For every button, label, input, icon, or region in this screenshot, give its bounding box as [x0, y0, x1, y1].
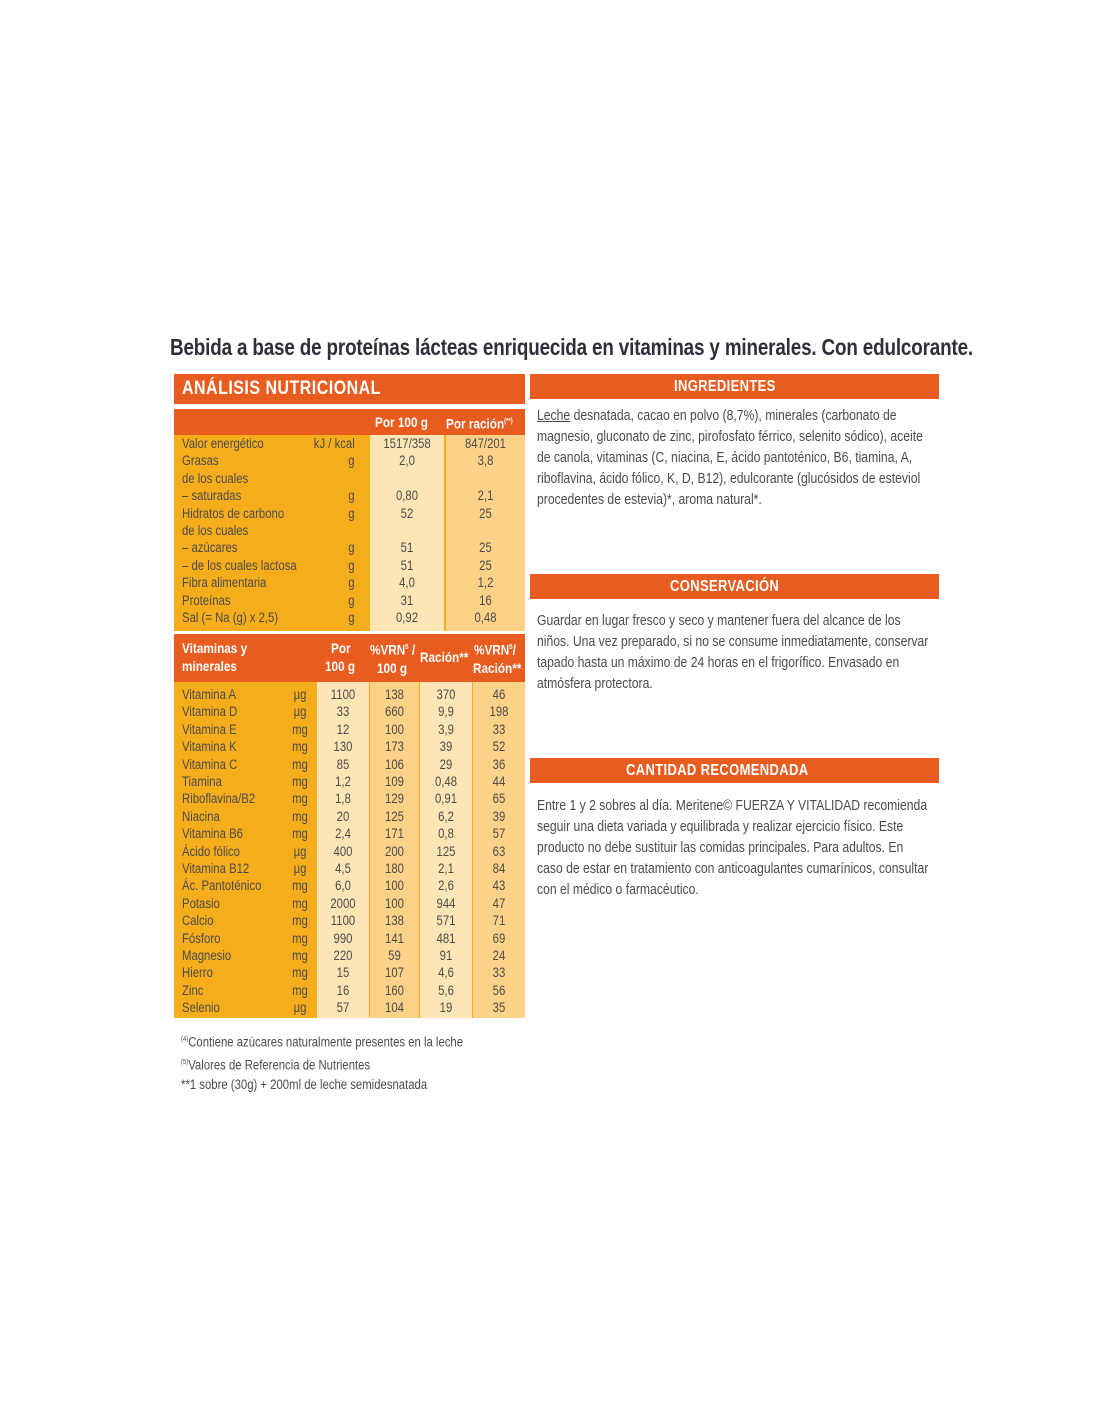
vitamin-vrn-100g: 106 — [385, 756, 404, 772]
vitamin-serving: 944 — [436, 895, 456, 911]
vitamin-per-100g: 220 — [333, 948, 353, 963]
nutrient-per-100g: 31 — [400, 592, 414, 608]
vitamin-vrn-serving: 52 — [492, 739, 506, 755]
vitamin-vrn-100g: 59 — [388, 948, 401, 963]
nutrient-label: Sal (= Na (g) x 2,5) — [182, 610, 279, 625]
vitamin-per-100g: 990 — [333, 930, 353, 946]
nutrient-label: Grasas — [182, 453, 219, 469]
vitamin-vrn-100g: 141 — [385, 930, 404, 946]
vitamin-unit: mg — [292, 791, 308, 807]
footnote-3: **1 sobre (30g) + 200ml de leche semidesnatada — [181, 1077, 428, 1092]
nutrient-per-100g: 51 — [400, 557, 414, 573]
vitamin-vrn-serving: 198 — [489, 704, 509, 720]
vitamin-serving: 19 — [439, 1000, 453, 1016]
nutrient-unit: g — [348, 540, 355, 556]
recommended-body: Entre 1 y 2 sobres al día. Meritene© FUERZA Y VITALIDAD recomienda seguir una dieta variada y equilibrada y realizar ejercicio físico. Este producto no debe sustituir las comidas principales. Para adultos. En caso de estar en tratamiento con anticoagulantes cumarínicos, consultar con el médico o farmacéutico. — [537, 798, 929, 898]
vitamin-vrn-serving: 36 — [492, 756, 506, 772]
vitamin-per-100g: 16 — [336, 982, 350, 998]
vitamin-serving: 91 — [439, 948, 453, 963]
ingredients-header — [530, 374, 939, 399]
vitamin-per-100g: 15 — [336, 965, 350, 981]
vitamin-per-100g: 85 — [336, 756, 350, 772]
vitamin-per-100g: 1,8 — [335, 791, 351, 807]
vitamin-per-100g: 20 — [336, 808, 350, 824]
vitamin-serving: 0,91 — [434, 791, 458, 807]
vitamin-per-100g: 1,2 — [335, 774, 351, 789]
vitamin-serving: 571 — [436, 913, 456, 929]
header-vrn-serving-l1: %VRN — [474, 641, 510, 658]
vitamin-serving: 0,48 — [434, 774, 458, 789]
vitamin-vrn-serving: 39 — [492, 808, 506, 824]
vitamin-vrn-serving: 33 — [492, 721, 506, 737]
vitamin-unit: mg — [292, 756, 308, 772]
conservation-text — [537, 611, 1007, 695]
vitamin-label: Vitamina E — [182, 721, 237, 737]
vitamin-label: Selenio — [182, 1000, 220, 1016]
vitamin-row — [174, 912, 525, 929]
footnote-1-sup: (4) — [181, 1036, 189, 1043]
vitamin-unit: mg — [292, 965, 308, 981]
vitamin-label: Potasio — [182, 895, 220, 911]
vitamin-unit: mg — [292, 930, 308, 946]
header-per-serving — [446, 409, 525, 435]
vitamin-label: Niacina — [182, 808, 220, 824]
nutrient-unit: g — [348, 592, 355, 608]
nutrient-unit: g — [348, 453, 355, 469]
vitamin-serving: 0,8 — [438, 826, 454, 842]
vitamin-per-100g: 57 — [336, 1000, 350, 1016]
header-vrn-100g-l2: 100 g — [376, 659, 407, 676]
footnotes — [181, 1030, 517, 1095]
nutrient-per-serving: 0,48 — [474, 610, 497, 625]
nutrient-label: Valor energético — [182, 436, 264, 451]
nutrient-per-serving: 16 — [479, 592, 492, 608]
page-headline: Bebida a base de proteínas lácteas enriquecida en vitaminas y minerales. Con edulcorante. — [170, 334, 973, 360]
nutrient-per-100g: 2,0 — [399, 453, 415, 469]
header-vrn-100g-l1: %VRN — [370, 641, 406, 658]
vitamins-table-body — [174, 682, 525, 1018]
nutrient-unit: g — [348, 610, 355, 625]
nutrient-per-100g: 1517/358 — [383, 436, 431, 451]
nutrient-per-100g: 52 — [400, 505, 414, 521]
nutrition-title-text: ANÁLISIS NUTRICIONAL — [182, 378, 381, 399]
header-vrn-serving-l2: Ración** — [473, 659, 522, 676]
vitamin-vrn-serving: 43 — [492, 878, 506, 894]
vitamins-table-header — [174, 634, 525, 682]
vitamin-serving: 9,9 — [438, 704, 454, 720]
vitamin-per-100g: 33 — [336, 704, 350, 720]
vitamin-unit: mg — [292, 739, 308, 755]
vitamin-per-100g: 130 — [333, 739, 353, 755]
vitamin-serving: 2,6 — [438, 878, 454, 894]
nutrition-panel — [174, 374, 525, 1018]
vitamin-vrn-100g: 138 — [385, 687, 404, 702]
vitamin-vrn-100g: 173 — [385, 739, 404, 755]
nutrient-per-serving: 847/201 — [464, 436, 507, 451]
vitamin-per-100g: 400 — [333, 843, 353, 859]
header-serving-text: Ración** — [420, 649, 469, 665]
vitamin-vrn-serving: 35 — [492, 1000, 506, 1016]
vitamin-vrn-serving: 84 — [492, 861, 506, 876]
footnote-2-sup: (5) — [181, 1058, 189, 1066]
vitamin-label: Calcio — [182, 913, 214, 929]
vitamin-unit: mg — [292, 721, 308, 737]
vitamin-serving: 6,2 — [438, 808, 454, 824]
vitamins-title-line2: minerales — [182, 658, 237, 674]
nutrient-unit: g — [348, 575, 355, 591]
vitamin-label: Tiamina — [182, 774, 222, 789]
nutrient-per-serving: 25 — [479, 505, 492, 521]
header-per-100g-text: Por 100 g — [375, 414, 429, 430]
vitamin-row — [174, 686, 525, 703]
header-vrn-serving-l1-end: / — [512, 641, 516, 658]
vitamin-per-100g: 6,0 — [335, 878, 351, 894]
vitamin-row — [174, 895, 525, 912]
vitamin-row — [174, 721, 525, 738]
nutrition-row — [174, 522, 525, 539]
vitamin-vrn-serving: 71 — [492, 913, 506, 929]
vitamin-unit: mg — [292, 982, 308, 998]
vitamin-row — [174, 790, 525, 807]
nutrient-per-serving: 3,8 — [477, 453, 494, 469]
header-vit-per-100g-l1: Por — [331, 640, 351, 656]
nutrient-per-serving: 25 — [479, 540, 492, 556]
vitamin-label: Vitamina C — [182, 756, 238, 772]
vitamin-unit: mg — [292, 774, 308, 789]
nutrition-table-header — [174, 409, 525, 435]
nutrient-label: Fibra alimentaria — [182, 575, 267, 591]
footnote-1-text: Contiene azúcares naturalmente presentes en la leche — [188, 1034, 464, 1050]
nutrition-row — [174, 452, 525, 469]
vitamin-row — [174, 703, 525, 720]
header-vit-per-100g-l2: 100 g — [325, 658, 356, 674]
vitamin-row — [174, 930, 525, 947]
nutrient-per-serving: 1,2 — [477, 575, 494, 591]
vitamin-vrn-serving: 65 — [492, 791, 506, 807]
vitamin-serving: 39 — [439, 739, 453, 755]
vitamin-label: Ác. Pantoténico — [182, 878, 262, 894]
vitamin-unit: µg — [293, 687, 307, 702]
vitamin-vrn-serving: 46 — [492, 687, 506, 702]
header-vrn-100g-l1-end: / — [408, 641, 416, 658]
vitamin-serving: 2,1 — [438, 861, 454, 876]
header-per-100g — [370, 409, 444, 435]
vitamin-vrn-serving: 44 — [492, 774, 506, 789]
header-per-serving-text: Por ración — [446, 415, 505, 432]
header-vit-per-100g — [317, 639, 369, 675]
nutrient-unit: g — [348, 488, 355, 504]
recommended-title: CANTIDAD RECOMENDADA — [625, 762, 809, 779]
vitamin-unit: mg — [292, 948, 308, 963]
nutrition-row — [174, 435, 525, 452]
vitamin-vrn-serving: 33 — [492, 965, 506, 981]
vitamin-serving: 3,9 — [438, 721, 454, 737]
header-vrn-100g — [370, 639, 419, 677]
vitamin-vrn-100g: 180 — [385, 861, 404, 876]
recommended-text — [537, 796, 1007, 901]
vitamin-per-100g: 1100 — [330, 913, 356, 929]
vitamin-vrn-100g: 109 — [385, 774, 404, 789]
nutrition-row — [174, 574, 525, 591]
vitamin-vrn-100g: 138 — [385, 913, 404, 929]
vitamin-label: Zinc — [182, 982, 204, 998]
nutrition-row — [174, 557, 525, 574]
header-per-serving-sup: (**) — [504, 418, 513, 425]
vitamin-serving: 4,6 — [438, 965, 454, 981]
vitamin-label: Hierro — [182, 965, 213, 981]
vitamin-vrn-100g: 160 — [385, 982, 404, 998]
vitamin-row — [174, 756, 525, 773]
vitamin-vrn-serving: 69 — [492, 930, 506, 946]
vitamin-vrn-serving: 63 — [492, 843, 506, 859]
vitamin-row — [174, 877, 525, 894]
nutrient-per-serving: 2,1 — [477, 488, 494, 504]
vitamin-per-100g: 1100 — [330, 687, 356, 702]
vitamin-row — [174, 947, 525, 964]
nutrition-title — [174, 374, 525, 404]
vitamin-unit: µg — [293, 1000, 307, 1016]
vitamin-label: Vitamina A — [182, 687, 237, 702]
vitamin-vrn-100g: 129 — [385, 791, 404, 807]
vitamin-label: Vitamina K — [182, 739, 237, 755]
vitamin-vrn-serving: 57 — [492, 826, 506, 842]
nutrient-per-100g: 4,0 — [399, 575, 415, 591]
vitamin-row — [174, 738, 525, 755]
vitamin-vrn-serving: 24 — [492, 948, 506, 963]
vitamin-serving: 481 — [436, 930, 456, 946]
header-vrn-serving-sup: 5 — [509, 644, 513, 651]
vitamin-per-100g: 2,4 — [335, 826, 351, 842]
nutrient-per-serving: 25 — [479, 557, 492, 573]
vitamin-row — [174, 843, 525, 860]
ingredients-body: desnatada, cacao en polvo (8,7%), minerales (carbonato de magnesio, gluconato de zinc, pirofosfato férrico, selenito sódico), aceite de canola, vitaminas (C, niacina, E, ácido pantoténico, B6, tiamina, A, riboflavina, ácido fólico, K, D, B12), edulcorante (glucósidos de esteviol procedentes de estevia)*, aroma natural*. — [537, 408, 923, 508]
conservation-header — [530, 574, 939, 599]
nutrient-per-100g: 0,92 — [395, 610, 419, 625]
nutrient-per-100g: 0,80 — [395, 488, 419, 504]
recommended-header — [530, 758, 939, 783]
vitamin-label: Vitamina D — [182, 704, 238, 720]
conservation-body: Guardar en lugar fresco y seco y mantener fuera del alcance de los niños. Una vez preparado, si no se consume inmediatamente, conservar tapado hasta un máximo de 24 horas en el frigorífico. Envasado en atmósfera protectora. — [537, 613, 929, 692]
vitamin-vrn-100g: 660 — [385, 704, 404, 720]
nutrition-row — [174, 505, 525, 522]
nutrition-row — [174, 609, 525, 626]
nutrition-row — [174, 470, 525, 487]
vitamin-row — [174, 825, 525, 842]
vitamin-label: Ácido fólico — [182, 843, 240, 859]
nutrient-unit: g — [348, 557, 355, 573]
nutrient-label: – azúcares — [182, 540, 238, 556]
vitamin-serving: 370 — [436, 687, 456, 702]
vitamin-label: Vitamina B6 — [182, 826, 243, 842]
ingredients-first-word: Leche — [537, 408, 571, 424]
vitamin-vrn-serving: 47 — [492, 895, 506, 911]
vitamin-label: Fósforo — [182, 930, 221, 946]
vitamin-per-100g: 2000 — [330, 895, 356, 911]
footnote-2 — [181, 1053, 370, 1076]
conservation-title: CONSERVACIÓN — [669, 578, 779, 595]
vitamin-unit: mg — [292, 826, 308, 842]
vitamin-unit: mg — [292, 913, 308, 929]
vitamin-unit: µg — [293, 843, 307, 859]
nutrient-label: – de los cuales lactosa — [182, 557, 297, 573]
vitamins-title-line1: Vitaminas y — [182, 640, 248, 656]
vitamin-row — [174, 808, 525, 825]
header-vrn-serving — [473, 639, 525, 677]
vitamin-per-100g: 12 — [336, 721, 350, 737]
ingredients-title: INGREDIENTES — [673, 378, 776, 395]
nutrition-row — [174, 539, 525, 556]
footnote-2-text: Valores de Referencia de Nutrientes — [188, 1057, 371, 1072]
vitamin-unit: µg — [293, 704, 307, 720]
nutrient-label: Hidratos de carbono — [182, 505, 285, 521]
vitamin-unit: mg — [292, 808, 308, 824]
vitamin-row — [174, 964, 525, 981]
vitamin-vrn-100g: 171 — [385, 826, 404, 842]
vitamins-title — [182, 639, 260, 675]
vitamin-row — [174, 999, 525, 1016]
nutrient-label: Proteínas — [182, 592, 231, 608]
ingredients-text — [537, 406, 1007, 511]
vitamin-unit: mg — [292, 878, 308, 894]
vitamin-row — [174, 860, 525, 877]
nutrition-row — [174, 487, 525, 504]
vitamin-vrn-100g: 100 — [385, 721, 404, 737]
nutrient-label: de los cuales — [182, 470, 249, 486]
nutrient-unit: g — [348, 505, 355, 521]
vitamin-vrn-100g: 104 — [385, 1000, 404, 1016]
footnote-1 — [181, 1030, 463, 1053]
nutrition-table-body — [174, 435, 525, 631]
vitamin-per-100g: 4,5 — [335, 861, 351, 876]
header-vrn-100g-sup: 5 — [405, 644, 409, 651]
vitamin-vrn-100g: 107 — [385, 965, 404, 981]
vitamin-serving: 29 — [439, 756, 453, 772]
vitamin-vrn-100g: 125 — [385, 808, 404, 824]
vitamin-vrn-100g: 200 — [385, 843, 404, 859]
vitamin-label: Magnesio — [182, 948, 232, 963]
header-serving — [420, 648, 472, 666]
nutrient-label: – saturadas — [182, 488, 242, 504]
vitamin-unit: mg — [292, 895, 308, 911]
vitamin-label: Vitamina B12 — [182, 861, 250, 876]
nutrient-per-100g: 51 — [400, 540, 414, 556]
vitamin-vrn-serving: 56 — [492, 982, 506, 998]
nutrition-row — [174, 592, 525, 609]
vitamin-vrn-100g: 100 — [385, 895, 404, 911]
vitamin-serving: 5,6 — [438, 982, 454, 998]
vitamin-row — [174, 773, 525, 790]
vitamin-unit: µg — [293, 861, 307, 876]
vitamin-serving: 125 — [436, 843, 456, 859]
vitamin-label: Riboflavina/B2 — [182, 791, 256, 807]
vitamin-row — [174, 982, 525, 999]
nutrient-unit: kJ / kcal — [314, 436, 355, 451]
vitamin-vrn-100g: 100 — [385, 878, 404, 894]
nutrient-label: de los cuales — [182, 523, 249, 538]
